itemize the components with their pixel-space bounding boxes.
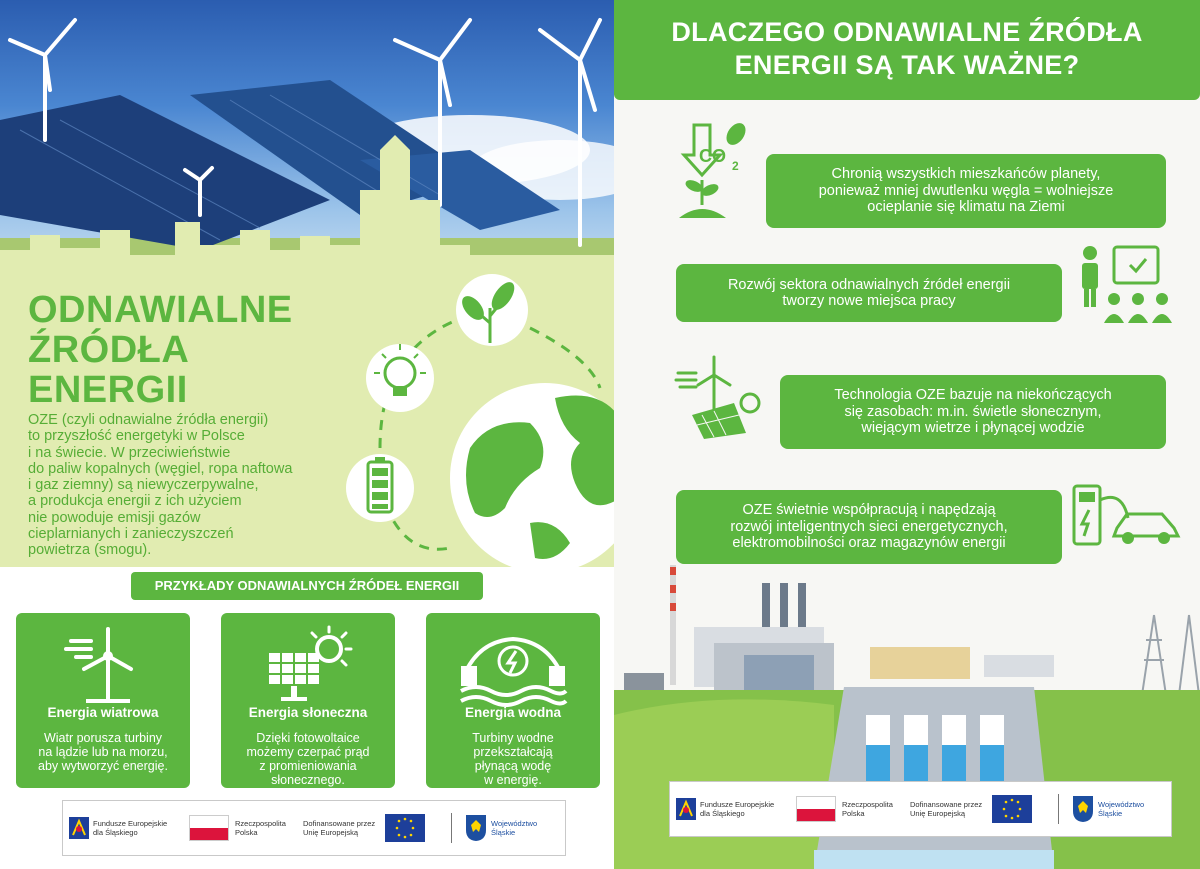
right-page	[614, 0, 1200, 869]
card-title: Energia wiatrowa	[47, 705, 159, 720]
intro-line: cieplarnianych i zanieczyszczeń	[28, 526, 234, 543]
wind-solar-icon	[674, 355, 774, 440]
battery-icon	[346, 454, 414, 522]
card-desc-line: aby wytworzyć energię.	[38, 759, 168, 773]
title-line: ŹRÓDŁA	[28, 329, 190, 371]
logo-line: Polska	[235, 828, 258, 837]
eu-funds-logo-icon	[676, 798, 696, 820]
title-line: DLACZEGO ODNAWIALNE ŹRÓDŁA	[671, 17, 1143, 47]
intro-line: i gaz ziemny) są niewyczerpywalne,	[28, 477, 259, 494]
poland-flag-icon	[796, 796, 836, 822]
benefit-line: rozwój inteligentnych sieci energetycznych,	[730, 518, 1008, 535]
card-desc-line: Dzięki fotowoltaice	[256, 731, 360, 745]
water-energy-icon	[426, 621, 600, 711]
eu-cofinanced-text	[303, 819, 375, 837]
logo-line: Unię Europejską	[303, 828, 359, 837]
card-description	[229, 731, 387, 787]
benefit-line: ponieważ mniej dwutlenku węgla = wolniejsze	[818, 182, 1114, 199]
logo-line: Rzeczpospolita	[842, 800, 893, 809]
card-description	[434, 731, 592, 787]
card-desc-line: na lądzie lub na morzu,	[38, 745, 168, 759]
logo-line: Polska	[842, 809, 865, 818]
card-desc-line: z promieniowania	[259, 759, 357, 773]
lightbulb-icon	[366, 344, 434, 412]
logo-line: Śląskie	[491, 828, 516, 837]
poland-text	[842, 800, 893, 818]
intro-paragraph	[28, 412, 328, 559]
leaf-icon	[456, 274, 528, 346]
benefit-text	[730, 502, 1007, 552]
eu-funds-logo-icon	[69, 817, 89, 839]
eu-flag-icon	[385, 814, 425, 842]
globe-icon	[450, 383, 614, 568]
intro-line: to przyszłość energetyki w Polsce	[28, 428, 245, 445]
silesia-text	[491, 819, 537, 837]
benefit-card-smart-grids	[676, 490, 1062, 564]
card-water-energy	[426, 613, 600, 788]
divider	[1058, 794, 1059, 824]
card-desc-line: możemy czerpać prąd	[246, 745, 370, 759]
logo-line: Województwo	[491, 819, 538, 828]
poland-flag-icon	[189, 815, 229, 841]
workers-icon	[1076, 235, 1176, 330]
logo-line: Śląskie	[1098, 809, 1123, 818]
intro-line: powietrza (smogu).	[28, 542, 152, 559]
card-desc-line: Turbiny wodne	[472, 731, 554, 745]
benefit-line: OZE świetnie współpracują i napędzają	[742, 502, 996, 519]
logo-line: dla Śląskiego	[93, 828, 138, 837]
benefit-line: wiejącym wietrze i płynącej wodzie	[861, 420, 1085, 437]
benefit-text	[819, 166, 1114, 216]
benefit-line: tworzy nowe miejsca pracy	[782, 293, 956, 309]
benefit-line: się zasobach: m.in. świetle słonecznym,	[844, 403, 1102, 420]
co2-subscript: 2	[732, 159, 739, 173]
logo-line: Fundusze Europejskie	[700, 800, 775, 809]
benefit-line: Technologia OZE bazuje na niekończących	[834, 387, 1112, 404]
silesia-coat-of-arms-icon	[465, 814, 487, 842]
benefit-card-climate	[766, 154, 1166, 228]
benefit-card-resources	[780, 375, 1166, 449]
card-desc-line: słonecznego.	[271, 773, 345, 787]
card-description	[24, 731, 182, 773]
logo-line: Rzeczpospolita	[235, 819, 286, 828]
title-line: ENERGII	[28, 369, 188, 411]
benefit-text	[834, 387, 1111, 437]
section-title	[614, 16, 1200, 82]
wind-turbine-icon	[16, 621, 190, 711]
benefit-line: ocieplanie się klimatu na Ziemi	[867, 199, 1065, 216]
logo-line: dla Śląskiego	[700, 809, 745, 818]
co2-label: CO	[699, 146, 726, 166]
card-title: Energia słoneczna	[248, 705, 368, 720]
ev-charger-icon	[1072, 480, 1182, 550]
benefit-card-jobs	[676, 264, 1062, 322]
title-line: ODNAWIALNE	[28, 289, 293, 331]
logo-line: Fundusze Europejskie	[93, 819, 168, 828]
card-desc-line: przekształcają	[473, 745, 553, 759]
logo-line: Unię Europejską	[910, 809, 966, 818]
card-desc-line: płynącą wodę	[474, 759, 552, 773]
silesia-text	[1098, 800, 1144, 818]
divider	[451, 813, 452, 843]
logo-line: Województwo	[1098, 800, 1145, 809]
card-wind-energy	[16, 613, 190, 788]
eco-icons-illustration	[340, 268, 614, 568]
eu-funds-text	[700, 800, 774, 818]
eu-flag-icon	[992, 795, 1032, 823]
poland-text	[235, 819, 286, 837]
examples-heading: PRZYKŁADY ODNAWIALNYCH ŹRÓDEŁ ENERGII	[131, 572, 483, 600]
logo-line: Dofinansowane przez	[303, 819, 376, 828]
benefit-line: elektromobilności oraz magazynów energii	[732, 535, 1006, 552]
solar-panel-icon	[221, 621, 395, 711]
card-title: Energia wodna	[464, 705, 562, 720]
card-solar-energy	[221, 613, 395, 788]
card-desc-line: Wiatr porusza turbiny	[43, 731, 163, 745]
benefit-line: Rozwój sektora odnawialnych źródeł energii	[727, 276, 1011, 293]
eu-cofinanced-text	[910, 800, 982, 818]
benefit-text	[728, 277, 1010, 310]
intro-line: i na świecie. W przeciwieństwie	[28, 444, 231, 461]
silesia-coat-of-arms-icon	[1072, 795, 1094, 823]
eu-funds-text	[93, 819, 167, 837]
intro-line: OZE (czyli odnawialne źródła energii)	[28, 412, 269, 428]
co2-plant-icon	[674, 120, 754, 220]
title-line: ENERGII SĄ TAK WAŻNE?	[734, 50, 1080, 80]
logo-line: Dofinansowane przez	[910, 800, 983, 809]
benefit-line: Chronią wszystkich mieszkańców planety,	[831, 166, 1101, 183]
intro-line: do paliw kopalnych (węgiel, ropa naftowa	[28, 460, 293, 477]
intro-line: a produkcja energii z ich użyciem	[28, 493, 242, 510]
funding-logos-bar	[62, 800, 566, 856]
funding-logos-bar	[669, 781, 1172, 837]
page-title	[28, 290, 293, 410]
intro-line: nie powoduje emisji gazów	[28, 509, 201, 526]
card-desc-line: w energię.	[484, 773, 542, 787]
header-banner	[614, 0, 1200, 100]
